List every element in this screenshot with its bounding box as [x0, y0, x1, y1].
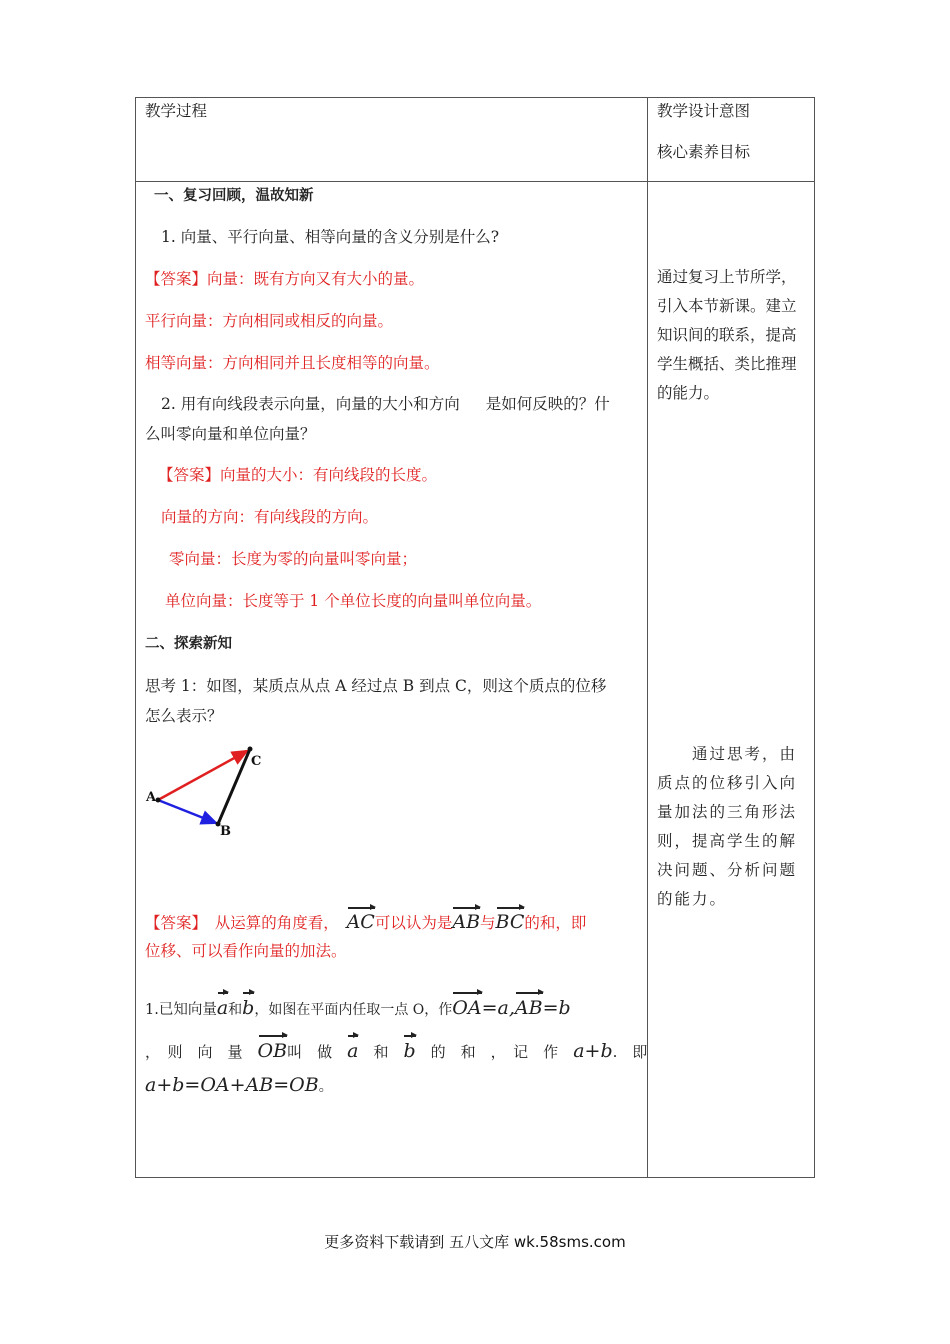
answer-3-text3: 与 — [480, 914, 496, 932]
vector-a-symbol-2: a — [347, 1040, 359, 1062]
answer-3-text4: 的和，即 — [524, 914, 587, 932]
vector-b-symbol-2: b — [403, 1040, 416, 1062]
answer-1-line3: 相等向量：方向相同并且长度相等的向量。 — [145, 354, 440, 372]
answer-1-text: 向量：既有方向又有大小的量。 — [207, 270, 425, 288]
lesson-table — [135, 97, 815, 1178]
vector-ac — [158, 751, 247, 800]
vector-bc-symbol: BC — [495, 911, 525, 933]
def-line2-text1: ， 则 向 量 — [145, 1043, 243, 1061]
answer-3-line2: 位移、可以看作向量的加法。 — [145, 942, 347, 960]
question-1: 1. 向量、平行向量、相等向量的含义分别是什么? — [161, 228, 500, 246]
question-2-line2: 么叫零向量和单位向量？ — [145, 425, 316, 443]
answer-2-line1 — [158, 465, 437, 485]
triangle-figure — [141, 741, 281, 841]
answer-label: 【答案】 — [145, 914, 200, 932]
answer-2-text: 向量的大小：有向线段的长度。 — [220, 466, 438, 484]
answer-1-line2: 平行向量：方向相同或相反的向量。 — [145, 312, 394, 330]
answer-2-line4: 单位向量：长度等于 1 个单位长度的向量叫单位向量。 — [165, 592, 542, 610]
header-divider — [136, 181, 814, 182]
column-divider — [647, 98, 648, 1177]
vector-ac-symbol: AC — [346, 911, 375, 933]
answer-3-text1: 从运算的角度看， — [214, 914, 332, 932]
definition-line1 — [145, 995, 571, 1023]
think-1-line2: 怎么表示？ — [145, 707, 223, 725]
point-c-label: C — [251, 754, 262, 769]
vector-sum-equation: a+b=OA+AB=OB — [145, 1074, 319, 1096]
answer-1-line1 — [145, 269, 424, 289]
think-1-line1: 思考 1：如图，某质点从点 A 经过点 B 到点 C，则这个质点的位移 — [145, 677, 607, 695]
answer-label: 【答案】 — [158, 466, 221, 484]
design-intent-1: 通过复习上节所学，引入本节新课。建立知识间的联系，提高学生概括、类比推理的能力。 — [657, 268, 797, 402]
def-line2-he: 和 — [373, 1043, 389, 1061]
def-eq1-value: =a, — [481, 997, 515, 1019]
point-b-label: B — [220, 824, 231, 839]
def-text2: ，如图在平面内任取一点 O，作 — [254, 1002, 453, 1018]
header-teaching-process: 教学过程 — [145, 102, 208, 120]
design-intent-2: 通过思考，由质点的位移引入向量加法的三角形法则，提高学生的解决问题、分析问题的能力。 — [657, 745, 798, 908]
header-core-goal: 核心素养目标 — [657, 143, 751, 161]
vector-sum-symbol: a+b — [573, 1040, 613, 1062]
def-line3-end: 。 — [318, 1079, 333, 1095]
def-he: 和 — [228, 1002, 243, 1018]
vector-ab-symbol: AB — [452, 911, 481, 933]
vector-ab — [158, 800, 216, 823]
section1-title: 一、复习回顾，温故知新 — [154, 188, 314, 204]
answer-2-line2: 向量的方向：有向线段的方向。 — [161, 508, 379, 526]
def-line2-text2: 叫 做 — [287, 1043, 333, 1061]
answer-2-line3: 零向量：长度为零的向量叫零向量； — [169, 550, 418, 568]
question-2-part2: 是如何反映的？什 — [485, 395, 610, 413]
vector-oa-symbol: OA — [452, 997, 482, 1019]
vector-b-symbol: b — [242, 997, 255, 1019]
def-line2-text4: . 即 — [612, 1043, 648, 1061]
vector-a-symbol: a — [216, 997, 229, 1019]
def-line2-text3: 的 和 ， 记 作 — [430, 1043, 559, 1061]
vector-bc — [218, 749, 250, 824]
definition-line3 — [145, 1072, 333, 1100]
answer-3-text2: 可以认为是 — [374, 914, 453, 932]
question-2-line1 — [161, 394, 610, 414]
definition-line2 — [145, 1038, 647, 1065]
def-text1: 1.已知向量 — [145, 1002, 217, 1018]
footer-text: 更多资料下载请到 五八文库 wk.58sms.com — [324, 1233, 626, 1251]
answer-label: 【答案】 — [145, 270, 208, 288]
header-design-intent: 教学设计意图 — [657, 102, 751, 120]
point-a-label: A — [146, 790, 157, 805]
answer-3-line1 — [145, 910, 586, 935]
vector-ob-symbol: OB — [257, 1040, 288, 1062]
def-eq2-value: =b — [542, 997, 571, 1019]
section2-title: 二、探索新知 — [145, 636, 232, 652]
vector-ab-symbol-2: AB — [514, 997, 543, 1019]
question-2-part1: 2. 用有向线段表示向量，向量的大小和方向 — [161, 395, 460, 413]
